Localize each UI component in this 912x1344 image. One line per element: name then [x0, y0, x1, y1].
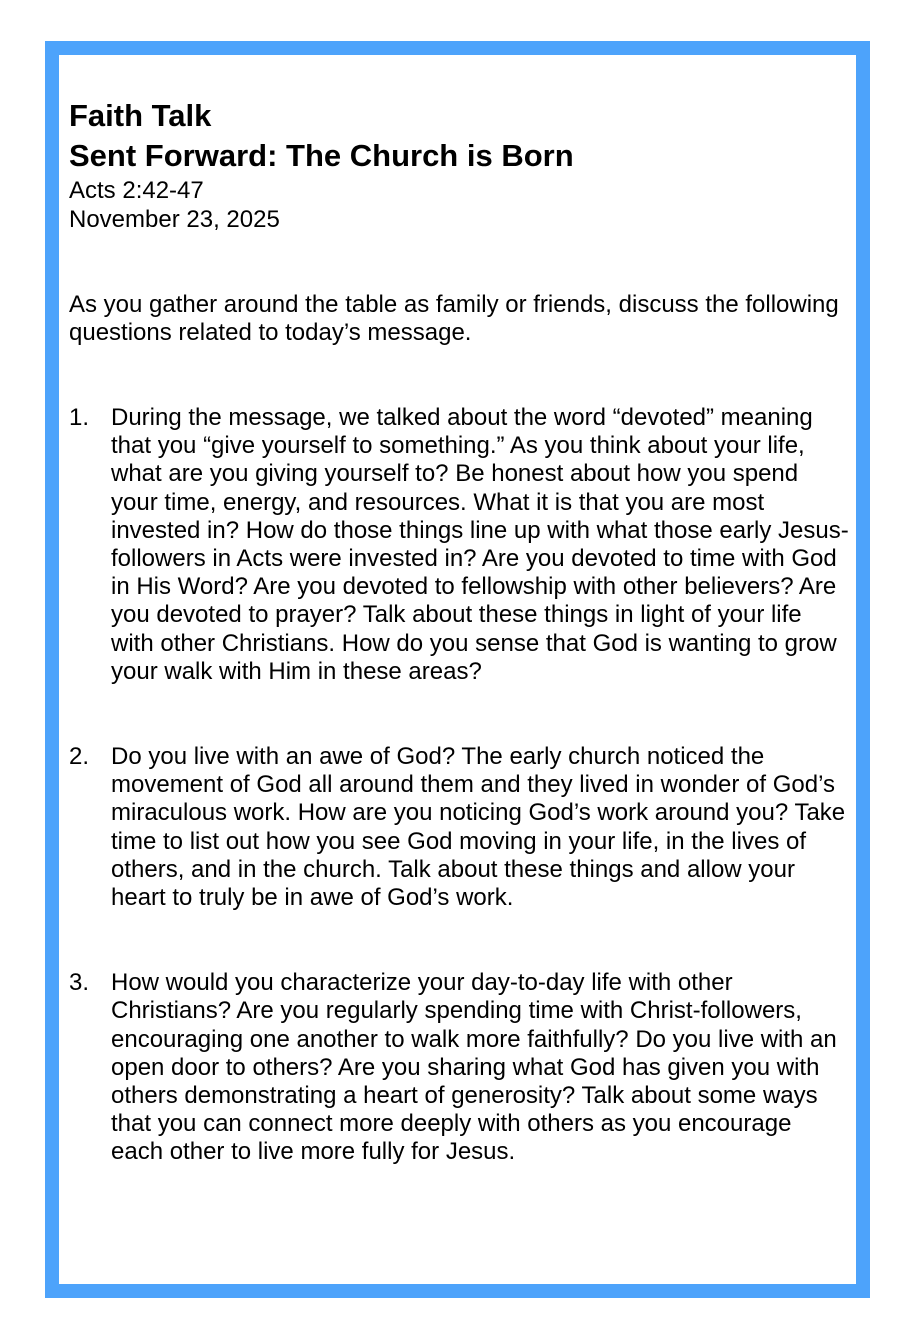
question-text: How would you characterize your day-to-day life with other Christians? Are you regularly spending time with Christ-followers, encouraging one another to walk more faithfully? Do you live with an open door to others? Are you sharing what God has given you with others demonstrating a heart of generosity? Talk about some ways that you can connect more deeply with others as you encourage each other to live more fully for Jesus. — [111, 969, 837, 1166]
discussion-questions — [69, 404, 849, 1167]
question-item — [69, 969, 849, 1166]
page-border-frame — [45, 41, 870, 1298]
question-number: 3. — [69, 969, 90, 997]
sermon-title: Sent Forward: The Church is Born — [69, 138, 574, 173]
question-item — [69, 743, 849, 912]
question-item — [69, 404, 849, 686]
document-content — [69, 96, 849, 1167]
question-number: 2. — [69, 743, 90, 771]
scripture-reference: Acts 2:42-47 — [69, 177, 204, 204]
question-text: During the message, we talked about the word “devoted” meaning that you “give yourself to something.” As you think about your life, what are you giving yourself to? Be honest about how you spend your time, energy, and resources. What it is that you are most invested in? How do those things line up with what those early Jesus-followers in Acts were invested in? Are you devoted to time with God in His Word? Are you devoted to fellowship with other believers? Are you devoted to prayer? Talk about these things in light of your life with other Christians. How do you sense that God is wanting to grow your walk with Him in these areas? — [111, 404, 849, 685]
question-number: 1. — [69, 404, 90, 431]
question-text: Do you live with an awe of God? The early church noticed the movement of God all around them and they lived in wonder of God’s miraculous work. How are you noticing God’s work around you? Take time to list out how you see God moving in your life, in the lives of others, and in the church. Talk about these things and allow your heart to truly be in awe of God’s work. — [111, 743, 846, 912]
sermon-date: November 23, 2025 — [69, 206, 280, 233]
page-title: Faith Talk — [69, 98, 212, 133]
intro-paragraph: As you gather around the table as family or friends, discuss the following questions related to today’s message. — [69, 291, 839, 346]
